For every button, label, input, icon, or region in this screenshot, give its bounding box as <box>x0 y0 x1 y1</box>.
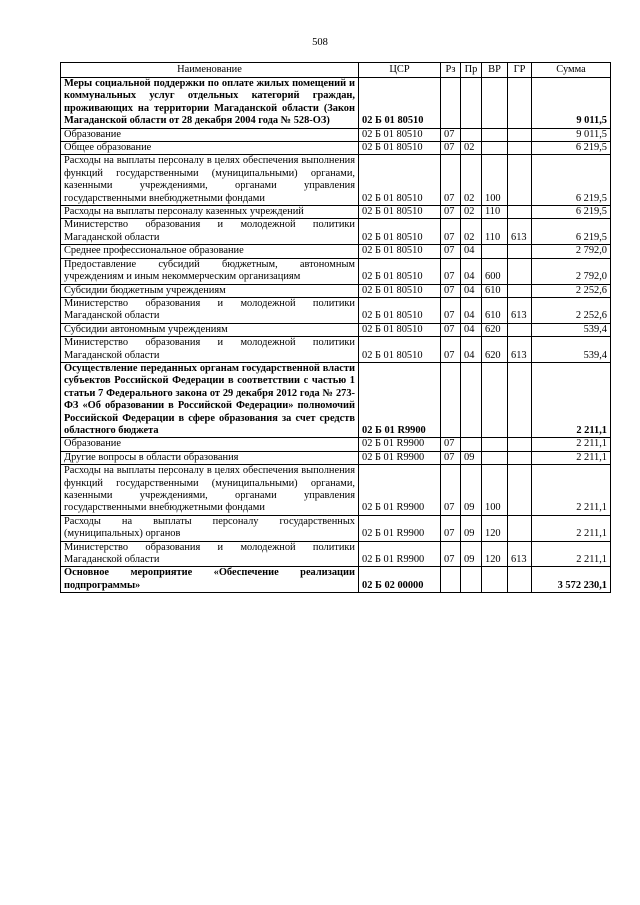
row-gr <box>508 567 532 593</box>
row-rz: 07 <box>441 206 461 219</box>
row-sum: 2 252,6 <box>532 297 611 323</box>
row-name: Образование <box>61 438 359 451</box>
row-rz <box>441 567 461 593</box>
row-name: Министерство образования и молодежной политики Магаданской области <box>61 337 359 363</box>
row-sum: 6 219,5 <box>532 142 611 155</box>
row-name: Меры социальной поддержки по оплате жилых помещений и коммунальных услуг отдельных категорий граждан, проживающих на территории Магаданской области (Закон Магаданской области от 28 декабря 2004 года № 528-ОЗ) <box>61 78 359 129</box>
row-rz: 07 <box>441 245 461 258</box>
row-pr: 04 <box>461 245 482 258</box>
row-rz: 07 <box>441 155 461 206</box>
row-pr <box>461 567 482 593</box>
table-row <box>61 245 611 258</box>
row-gr <box>508 515 532 541</box>
row-vr <box>482 438 508 451</box>
row-name: Предоставление субсидий бюджетным, автономным учреждениям и иным некоммерческим организациям <box>61 258 359 284</box>
table-row <box>61 362 611 437</box>
row-rz: 07 <box>441 219 461 245</box>
row-pr: 09 <box>461 515 482 541</box>
row-name: Расходы на выплаты персоналу казенных учреждений <box>61 206 359 219</box>
page-number: 508 <box>312 37 328 48</box>
row-pr: 09 <box>461 541 482 567</box>
row-name: Министерство образования и молодежной политики Магаданской области <box>61 297 359 323</box>
header-pr: Пр <box>461 63 482 78</box>
row-sum: 2 252,6 <box>532 284 611 297</box>
row-name: Основное мероприятие «Обеспечение реализации подпрограммы» <box>61 567 359 593</box>
row-gr: 613 <box>508 337 532 363</box>
row-name: Образование <box>61 128 359 141</box>
row-vr <box>482 245 508 258</box>
row-rz: 07 <box>441 337 461 363</box>
row-pr <box>461 78 482 129</box>
row-vr: 110 <box>482 206 508 219</box>
row-pr: 02 <box>461 219 482 245</box>
row-pr: 04 <box>461 337 482 363</box>
row-gr: 613 <box>508 219 532 245</box>
row-sum: 2 211,1 <box>532 362 611 437</box>
table-row <box>61 567 611 593</box>
row-pr <box>461 362 482 437</box>
row-vr <box>482 142 508 155</box>
row-rz: 07 <box>441 297 461 323</box>
row-vr: 100 <box>482 465 508 516</box>
row-rz: 07 <box>441 465 461 516</box>
row-sum: 9 011,5 <box>532 78 611 129</box>
row-csr: 02 Б 01 R9900 <box>359 541 441 567</box>
table-row <box>61 451 611 464</box>
row-csr: 02 Б 01 R9900 <box>359 515 441 541</box>
row-csr: 02 Б 02 00000 <box>359 567 441 593</box>
header-csr: ЦСР <box>359 63 441 78</box>
row-pr: 04 <box>461 297 482 323</box>
row-vr <box>482 78 508 129</box>
row-gr <box>508 78 532 129</box>
table-body <box>61 78 611 593</box>
row-sum: 9 011,5 <box>532 128 611 141</box>
row-sum: 2 211,1 <box>532 438 611 451</box>
row-gr <box>508 128 532 141</box>
row-sum: 2 792,0 <box>532 258 611 284</box>
table-header <box>61 63 611 78</box>
row-rz: 07 <box>441 515 461 541</box>
row-sum: 2 211,1 <box>532 515 611 541</box>
table-row <box>61 438 611 451</box>
table-row <box>61 541 611 567</box>
row-gr <box>508 142 532 155</box>
row-pr: 09 <box>461 451 482 464</box>
table-row <box>61 142 611 155</box>
row-csr: 02 Б 01 80510 <box>359 323 441 336</box>
row-name: Среднее профессиональное образование <box>61 245 359 258</box>
row-name: Осуществление переданных органам государственной власти субъектов Российской Федерации в соответствии с частью 1 статьи 7 Федерального закона от 29 декабря 2012 года № 273-ФЗ «Об образовании в Российской Федерации» полномочий Российской Федерации в сфере образования за счет средств областного бюджета <box>61 362 359 437</box>
row-sum: 6 219,5 <box>532 206 611 219</box>
row-vr <box>482 567 508 593</box>
row-sum: 2 211,1 <box>532 465 611 516</box>
row-gr <box>508 155 532 206</box>
row-gr: 613 <box>508 297 532 323</box>
row-gr <box>508 245 532 258</box>
row-gr <box>508 362 532 437</box>
row-csr: 02 Б 01 80510 <box>359 297 441 323</box>
row-vr <box>482 128 508 141</box>
row-vr: 120 <box>482 541 508 567</box>
row-vr: 610 <box>482 284 508 297</box>
row-rz: 07 <box>441 284 461 297</box>
table-row <box>61 219 611 245</box>
row-name: Общее образование <box>61 142 359 155</box>
row-pr: 04 <box>461 258 482 284</box>
table-row <box>61 297 611 323</box>
row-name: Расходы на выплаты персоналу в целях обеспечения выполнения функций государственными (муниципальными) органами, казенными учреждениями, органами управления государственными внебюджетными фондами <box>61 465 359 516</box>
row-rz <box>441 362 461 437</box>
row-csr: 02 Б 01 R9900 <box>359 362 441 437</box>
row-sum: 3 572 230,1 <box>532 567 611 593</box>
table-row <box>61 128 611 141</box>
table-row <box>61 323 611 336</box>
row-rz: 07 <box>441 451 461 464</box>
row-csr: 02 Б 01 80510 <box>359 78 441 129</box>
row-sum: 2 211,1 <box>532 541 611 567</box>
row-rz: 07 <box>441 323 461 336</box>
row-rz: 07 <box>441 128 461 141</box>
row-csr: 02 Б 01 80510 <box>359 142 441 155</box>
row-name: Субсидии автономным учреждениям <box>61 323 359 336</box>
row-csr: 02 Б 01 R9900 <box>359 451 441 464</box>
row-sum: 539,4 <box>532 323 611 336</box>
row-csr: 02 Б 01 R9900 <box>359 465 441 516</box>
row-vr: 620 <box>482 323 508 336</box>
row-name: Министерство образования и молодежной политики Магаданской области <box>61 541 359 567</box>
row-pr: 04 <box>461 284 482 297</box>
row-gr <box>508 284 532 297</box>
row-csr: 02 Б 01 80510 <box>359 284 441 297</box>
row-vr: 120 <box>482 515 508 541</box>
row-sum: 539,4 <box>532 337 611 363</box>
row-pr: 02 <box>461 155 482 206</box>
row-pr: 09 <box>461 465 482 516</box>
header-name: Наименование <box>61 63 359 78</box>
row-vr: 100 <box>482 155 508 206</box>
row-name: Другие вопросы в области образования <box>61 451 359 464</box>
row-pr: 04 <box>461 323 482 336</box>
table-row <box>61 515 611 541</box>
table-row <box>61 206 611 219</box>
table-row <box>61 284 611 297</box>
row-gr <box>508 206 532 219</box>
row-sum: 6 219,5 <box>532 155 611 206</box>
table-row <box>61 465 611 516</box>
row-name: Расходы на выплаты персоналу государственных (муниципальных) органов <box>61 515 359 541</box>
row-name: Министерство образования и молодежной политики Магаданской области <box>61 219 359 245</box>
table-row <box>61 155 611 206</box>
row-pr <box>461 438 482 451</box>
row-csr: 02 Б 01 80510 <box>359 258 441 284</box>
row-csr: 02 Б 01 R9900 <box>359 438 441 451</box>
row-rz: 07 <box>441 438 461 451</box>
row-gr <box>508 465 532 516</box>
row-sum: 2 792,0 <box>532 245 611 258</box>
row-sum: 2 211,1 <box>532 451 611 464</box>
row-pr: 02 <box>461 206 482 219</box>
row-gr <box>508 323 532 336</box>
row-csr: 02 Б 01 80510 <box>359 155 441 206</box>
row-pr: 02 <box>461 142 482 155</box>
row-csr: 02 Б 01 80510 <box>359 206 441 219</box>
header-rz: Рз <box>441 63 461 78</box>
row-vr: 600 <box>482 258 508 284</box>
row-vr: 610 <box>482 297 508 323</box>
header-gr: ГР <box>508 63 532 78</box>
row-rz: 07 <box>441 541 461 567</box>
row-name: Субсидии бюджетным учреждениям <box>61 284 359 297</box>
header-vr: ВР <box>482 63 508 78</box>
row-csr: 02 Б 01 80510 <box>359 337 441 363</box>
budget-table <box>60 62 611 593</box>
row-vr: 620 <box>482 337 508 363</box>
row-csr: 02 Б 01 80510 <box>359 245 441 258</box>
row-sum: 6 219,5 <box>532 219 611 245</box>
row-pr <box>461 128 482 141</box>
row-vr <box>482 451 508 464</box>
row-gr <box>508 258 532 284</box>
row-gr <box>508 451 532 464</box>
table-row <box>61 78 611 129</box>
row-vr: 110 <box>482 219 508 245</box>
row-csr: 02 Б 01 80510 <box>359 128 441 141</box>
row-name: Расходы на выплаты персоналу в целях обеспечения выполнения функций государственными (муниципальными) органами, казенными учреждениями, органами управления государственными внебюджетными фондами <box>61 155 359 206</box>
row-rz <box>441 78 461 129</box>
header-sum: Сумма <box>532 63 611 78</box>
table-row <box>61 258 611 284</box>
row-rz: 07 <box>441 142 461 155</box>
row-vr <box>482 362 508 437</box>
row-csr: 02 Б 01 80510 <box>359 219 441 245</box>
row-gr <box>508 438 532 451</box>
row-gr: 613 <box>508 541 532 567</box>
table-row <box>61 337 611 363</box>
row-rz: 07 <box>441 258 461 284</box>
